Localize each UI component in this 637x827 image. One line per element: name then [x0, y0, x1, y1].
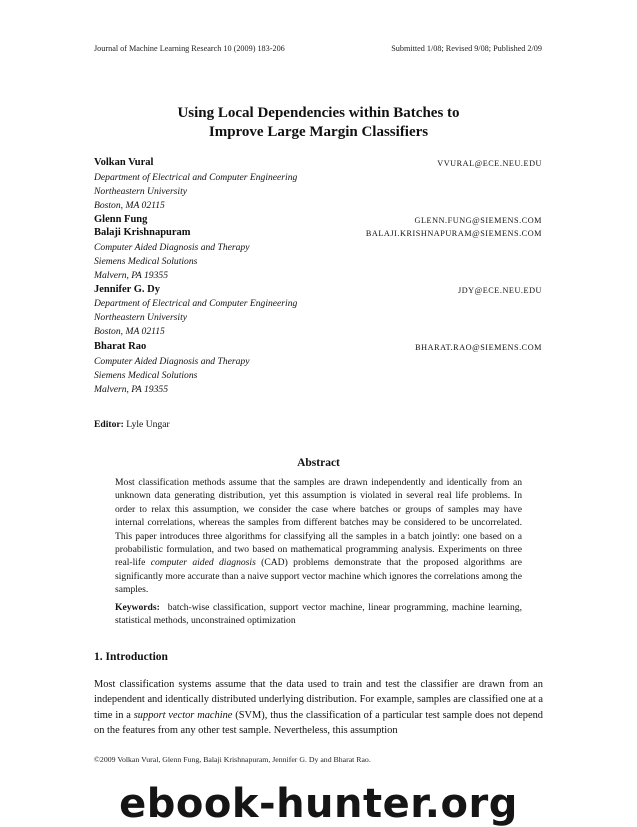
author-affiliation [94, 297, 297, 339]
abstract-text-part: (CAD) problems demonstrate that the proposed algorithms are significantly more accurate than a naive support vector machine which ignores the correlations among the samples. [115, 557, 522, 596]
author-email[interactable]: VVURAL@ECE.NEU.EDU [437, 159, 542, 168]
author-email[interactable]: BALAJI.KRISHNAPURAM@SIEMENS.COM [365, 229, 542, 238]
author-name: Glenn Fung [94, 214, 148, 225]
affiliation-line: Boston, MA 02115 [94, 326, 165, 337]
abstract-heading: Abstract [297, 457, 340, 469]
editor-name: Lyle Ungar [126, 419, 170, 430]
affiliation-line: Malvern, PA 19355 [94, 270, 168, 281]
affiliation-line: Northeastern University [94, 186, 187, 197]
author-affiliation [94, 241, 249, 283]
copyright-notice: ©2009 Volkan Vural, Glenn Fung, Balaji Krishnapuram, Jennifer G. Dy and Bharat Rao. [94, 755, 371, 764]
author-email[interactable]: BHARAT.RAO@SIEMENS.COM [415, 343, 542, 352]
paper-title-line-2: Improve Large Margin Classifiers [208, 124, 429, 140]
author-name: Balaji Krishnapuram [94, 227, 191, 238]
journal-header: Journal of Machine Learning Research 10 (2009) 183-206 [94, 44, 285, 53]
affiliation-line: Malvern, PA 19355 [94, 384, 168, 395]
affiliation-line: Northeastern University [94, 312, 187, 323]
affiliation-line: Siemens Medical Solutions [94, 370, 198, 381]
affiliation-line: Department of Electrical and Computer Engineering [94, 172, 298, 183]
submission-dates: Submitted 1/08; Revised 9/08; Published 2/09 [391, 44, 542, 53]
author-email[interactable]: JDY@ECE.NEU.EDU [457, 286, 542, 295]
paragraph-emphasis: support vector machine [133, 709, 233, 721]
affiliation-line: Siemens Medical Solutions [94, 256, 198, 267]
section-heading: 1. Introduction [94, 651, 168, 663]
abstract-text-part: Most classification methods assume that the samples are drawn independently and identically from an unknown data generating distribution, yet this assumption is violated in several real life problems. In order to relax this assumption, we consider the case where batches or groups of samples may have internal correlations, whereas the samples from different batches may be considered to be uncorrelated. This paper introduces three algorithms for classifying all the samples in a batch jointly: one based on a probabilistic formulation, and two based on mathematical programming analysis. Experiments on three real-life [115, 477, 522, 569]
keywords-label: Keywords: [115, 602, 160, 613]
editor-line [94, 419, 170, 430]
editor-label: Editor: [94, 419, 124, 430]
author-affiliation [94, 171, 297, 213]
abstract-text [115, 476, 522, 597]
paper-title-line-1: Using Local Dependencies within Batches to [177, 105, 460, 121]
author-email[interactable]: GLENN.FUNG@SIEMENS.COM [414, 216, 542, 225]
affiliation-line: Department of Electrical and Computer Engineering [94, 298, 298, 309]
author-affiliation [94, 355, 249, 397]
author-name: Volkan Vural [94, 157, 154, 168]
author-name: Jennifer G. Dy [94, 284, 161, 295]
keywords-text: batch-wise classification, support vector machine, linear programming, machine learning, statistical methods, unconstrained optimization [115, 602, 522, 627]
section-paragraph [94, 677, 543, 739]
author-name: Bharat Rao [94, 341, 147, 352]
affiliation-line: Boston, MA 02115 [94, 200, 165, 211]
affiliation-line: Computer Aided Diagnosis and Therapy [94, 242, 250, 253]
keywords [115, 601, 522, 628]
paragraph-text-part: Most classification systems assume that the data used to train and test the classifier are drawn from an independent and identically distributed underlying distribution. For example, samples are classified one at a time in a [94, 679, 543, 721]
affiliation-line: Computer Aided Diagnosis and Therapy [94, 356, 250, 367]
paragraph-text-part: (SVM), thus the classification of a particular test sample does not depend on the features from any other test sample. Nevertheless, this assumption [94, 709, 543, 737]
watermark-text: ebook-hunter.org [119, 781, 518, 827]
abstract-emphasis: computer aided diagnosis [150, 557, 256, 569]
